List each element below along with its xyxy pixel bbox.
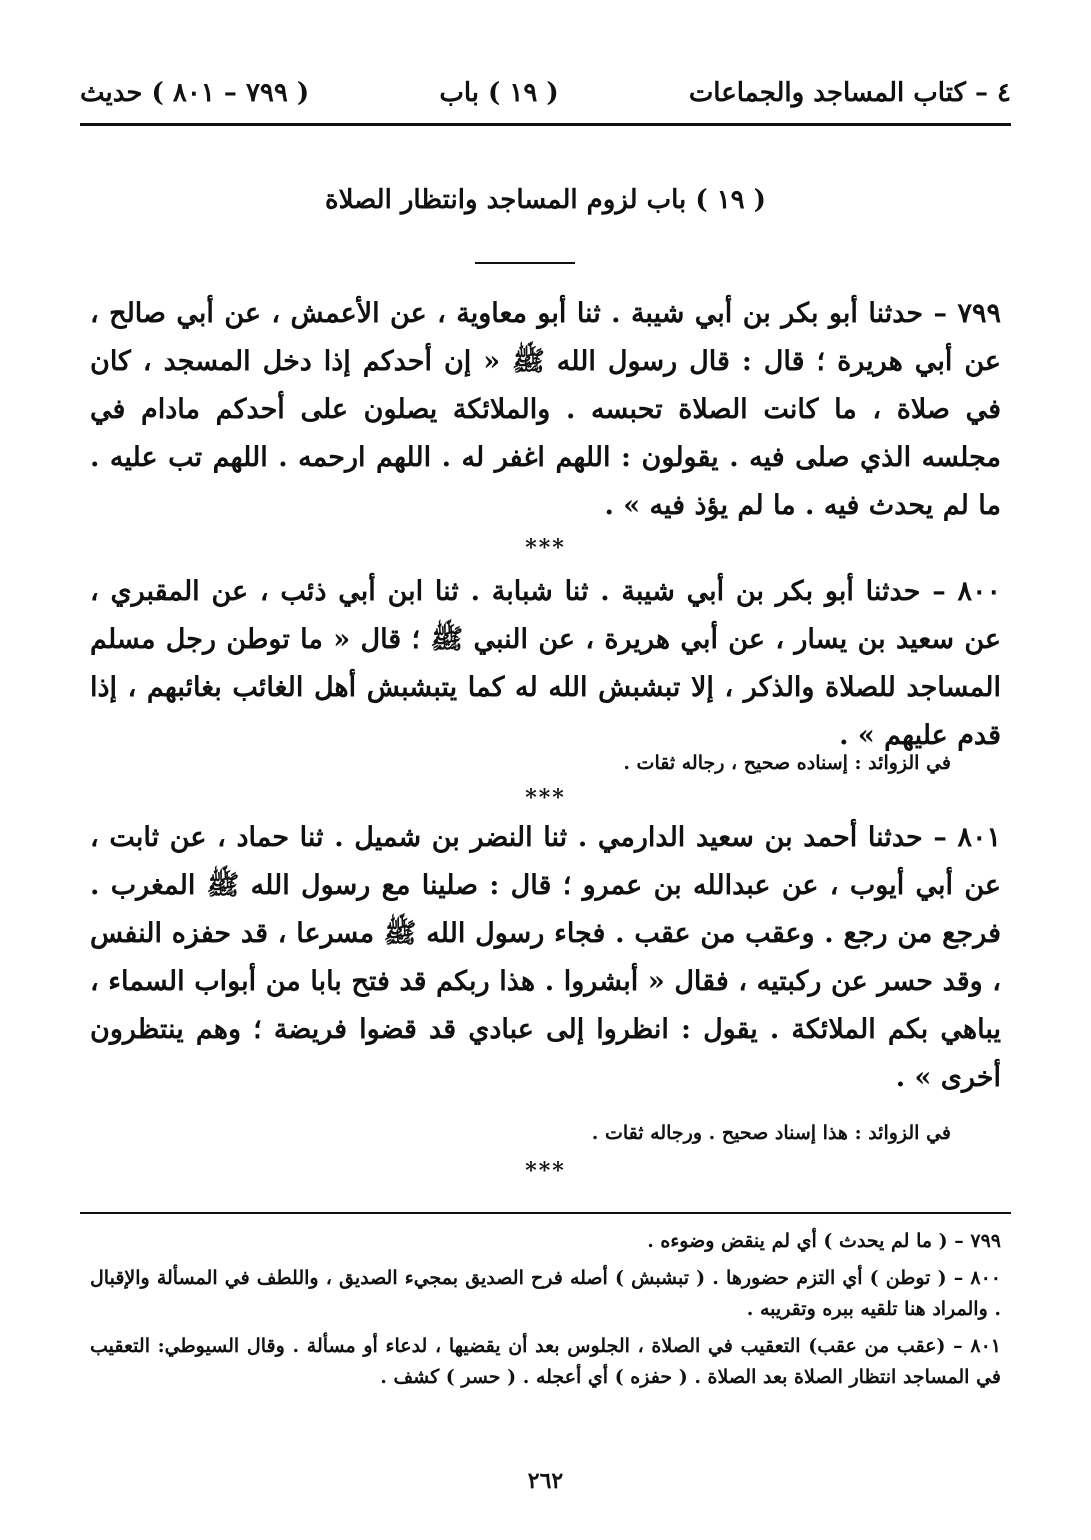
separator-stars: ***: [525, 535, 566, 561]
zawaid-note-801: في الزوائد : هذا إسناد صحيح . ورجاله ثقات .: [591, 1122, 951, 1144]
separator-stars: ***: [525, 785, 566, 811]
zawaid-note-800: في الزوائد : إسناده صحيح ، رجاله ثقات .: [623, 752, 951, 774]
hadith-799: ٧٩٩ – حدثنا أبو بكر بن أبي شيبة . ثنا أبو معاوية ، عن الأعمش ، عن أبي صالح ، عن أبي هريرة ؛ قال : قال رسول الله ﷺ « إن أحدكم إذا دخل المسجد ، كان في صلاة ، ما كانت الصلاة تحبسه . والملائكة يصلون على أحدكم مادام في مجلسه الذي صلى فيه . يقولون : اللهم اغفر له . اللهم ارحمه . اللهم تب عليه . ما لم يحدث فيه . ما لم يؤذ فيه » .: [90, 298, 1001, 521]
footnote-799: ٧٩٩ – ( ما لم يحدث ) أي لم ينقض وضوءه .: [647, 1230, 1001, 1252]
chapter-title: ( ١٩ ) باب لزوم المساجد وانتظار الصلاة: [325, 185, 766, 215]
footnote-divider: [80, 1212, 1011, 1214]
footnotes: [90, 1226, 1001, 1399]
header-chapter: ( ١٩ ) باب: [439, 78, 559, 108]
footnote-801: ٨٠١ – (عقب من عقب) التعقيب في الصلاة ، الجلوس بعد أن يقضيها ، لدعاء أو مسألة . وقال السيوطي: التعقيب في المساجد انتظار الصلاة بعد الصلاة . ( حفزه ) أي أعجله . ( حسر ) كشف .: [90, 1335, 1001, 1388]
header-divider: [80, 123, 1011, 126]
hadith-801: ٨٠١ – حدثنا أحمد بن سعيد الدارمي . ثنا النضر بن شميل . ثنا حماد ، عن ثابت ، عن أبي أيوب ، عن عبدالله بن عمرو ؛ قال : صلينا مع رسول الله ﷺ المغرب . فرجع من رجع . وعقب من عقب . فجاء رسول الله ﷺ مسرعا ، قد حفزه النفس ، وقد حسر عن ركبتيه ، فقال « أبشروا . هذا ربكم قد فتح بابا من أبواب السماء ، يباهي بكم الملائكة . يقول : انظروا إلى عبادي قد قضوا فريضة ؛ وهم ينتظرون أخرى » .: [90, 822, 1001, 1093]
footnote-800: ٨٠٠ – ( توطن ) أي التزم حضورها . ( تبشبش ) أصله فرح الصديق بمجيء الصديق ، واللطف في المسألة والإقبال . والمراد هنا تلقيه ببره وتقريبه .: [90, 1267, 1001, 1320]
header-hadith-range: ( ٧٩٩ – ٨٠١ ) حديث: [80, 78, 310, 108]
title-divider: [475, 262, 575, 264]
page-number: ٢٦٢: [527, 1468, 564, 1494]
separator-stars: ***: [525, 1158, 566, 1184]
header-book-title: ٤ – كتاب المساجد والجماعات: [688, 78, 1011, 108]
running-header: [80, 70, 1011, 116]
hadith-800: ٨٠٠ – حدثنا أبو بكر بن أبي شيبة . ثنا شبابة . ثنا ابن أبي ذئب ، عن المقبري ، عن سعيد بن يسار ، عن أبي هريرة ، عن النبي ﷺ ؛ قال « ما توطن رجل مسلم المساجد للصلاة والذكر ، إلا تبشبش الله له كما يتبشبش أهل الغائب بغائبهم ، إذا قدم عليهم » .: [90, 576, 1001, 751]
